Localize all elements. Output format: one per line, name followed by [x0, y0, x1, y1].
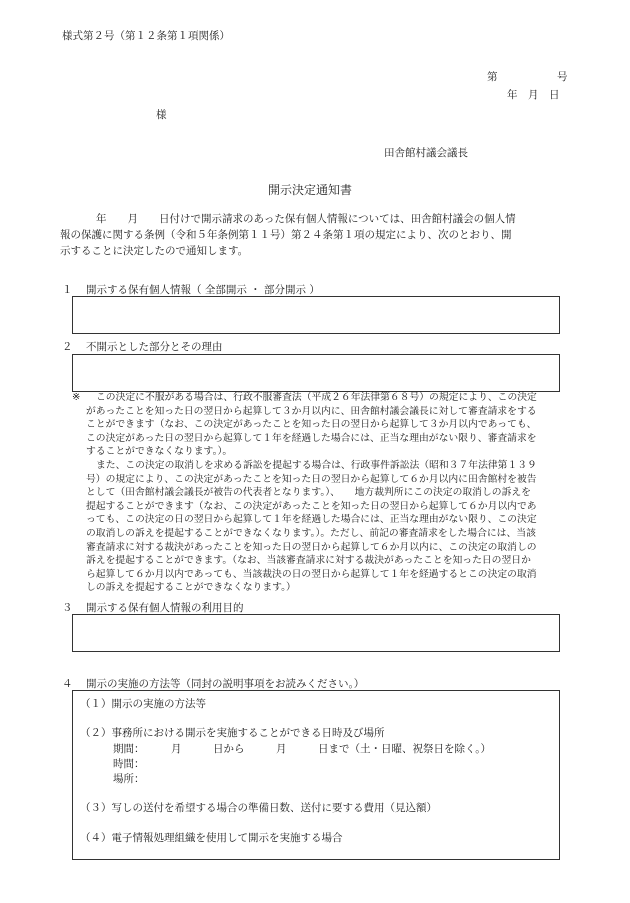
- notice-p2-l8: 訴えを提起することができます。（なお、当該審査請求に対する裁決があったことを知った日の翌日か: [86, 555, 531, 567]
- notice-mark: ※: [72, 392, 81, 403]
- notice-p1-l2: があったことを知った日の翌日から起算して３か月以内に、田舎館村議会議長に対して審査請求をする: [86, 405, 537, 417]
- date-line: 年 月 日: [507, 89, 560, 101]
- period-label: 期間：: [113, 743, 145, 755]
- intro-line-3: 示することに決定したので通知します。: [60, 245, 249, 257]
- section4-item3: （３）写しの送付を希望する場合の準備日数、送付に要する費用（見込額）: [80, 802, 437, 814]
- section2-box: [72, 354, 560, 392]
- notice-p1-l3: ことができます（なお、この決定があったことを知った日の翌日から起算して３か月以内であっても、: [86, 419, 537, 431]
- page-title: 開示決定通知書: [268, 183, 353, 197]
- notice-p2-l10: しの訴えを提起することができなくなります。）: [86, 582, 296, 594]
- time-label: 時間：: [113, 758, 145, 770]
- notice-p2-l4: 提起することができます（なお、この決定があったことを知った日の翌日から起算して６か月以内であ: [86, 500, 537, 512]
- section4-label: 開示の実施の方法等（同封の説明事項をお読みください。）: [86, 678, 365, 690]
- section1-number: １: [62, 284, 73, 296]
- notice-p1-l4: この決定があった日の翌日から起算して１年を経過した場合には、正当な理由がない限り、審査請求を: [86, 432, 537, 444]
- notice-p2-l2: 号）の規定により、この決定があったことを知った日の翌日から起算して６か月以内に田舎館村を被告: [86, 473, 537, 485]
- doc-number-prefix: 第: [487, 71, 498, 83]
- section2-number: ２: [62, 341, 73, 353]
- section4-item2: （２）事務所における開示を実施することができる日時及び場所: [80, 727, 385, 739]
- section4-item4: （４）電子情報処理組織を使用して開示を実施する場合: [80, 832, 343, 844]
- notice-p2-l1: また、この決定の取消しを求める訴訟を提起する場合は、行政事件訴訟法（昭和３７年法律第１３９: [96, 460, 537, 471]
- section2-label: 不開示とした部分とその理由: [86, 341, 223, 353]
- section3-number: ３: [62, 602, 73, 614]
- section4-item1: （１）開示の実施の方法等: [80, 698, 206, 710]
- section3-label: 開示する保有個人情報の利用目的: [86, 602, 244, 614]
- notice-p1-l1: この決定に不服がある場合は、行政不服審査法（平成２６年法律第６８号）の規定により、この決定: [96, 392, 537, 403]
- notice-p2-l5: っても、この決定の日の翌日から起算して１年を経過した場合には、正当な理由がない限り、この決定: [86, 514, 537, 526]
- sender-name: 田舎館村議会議長: [384, 147, 468, 159]
- notice-p2-l6: の取消しの訴えを提起することができなくなります。）。ただし、前記の審査請求をした場合には、当該: [86, 528, 536, 539]
- notice-p2-l9: ら起算して６か月以内であっても、当該裁決の日の翌日から起算して１年を経過するとこの決定の取消: [86, 568, 537, 580]
- notice-p2-l3: として（田舎館村議会議長が被告の代表者となります。）、 地方裁判所にこの決定の取消しの訴えを: [86, 487, 531, 499]
- form-label: 様式第２号（第１２条第１項関係）: [62, 30, 230, 42]
- intro-line-1: 年 月 日付けで開示請求のあった保有個人情報については、田舎館村議会の個人情: [96, 213, 516, 225]
- notice-p1-l5: することができなくなります。）。: [86, 446, 233, 458]
- addressee-suffix: 様: [156, 109, 167, 121]
- place-label: 場所：: [113, 773, 145, 785]
- section1-label: 開示する保有個人情報（ 全部開示 ・ 部分開示 ）: [86, 284, 320, 296]
- section3-box: [72, 614, 560, 652]
- notice-p2-l7: 審査請求に対する裁決があったことを知った日の翌日から起算して６か月以内に、この決定の取消しの: [86, 541, 537, 553]
- doc-number-suffix: 号: [557, 71, 568, 83]
- period-text: 月 日から 月 日まで（土・日曜、祝祭日を除く。）: [171, 743, 492, 755]
- section1-box: [72, 296, 560, 334]
- section4-number: ４: [62, 678, 73, 690]
- intro-line-2: 報の保護に関する条例（令和５年条例第１１号）第２４条第１項の規定により、次のとおり、開: [60, 229, 512, 241]
